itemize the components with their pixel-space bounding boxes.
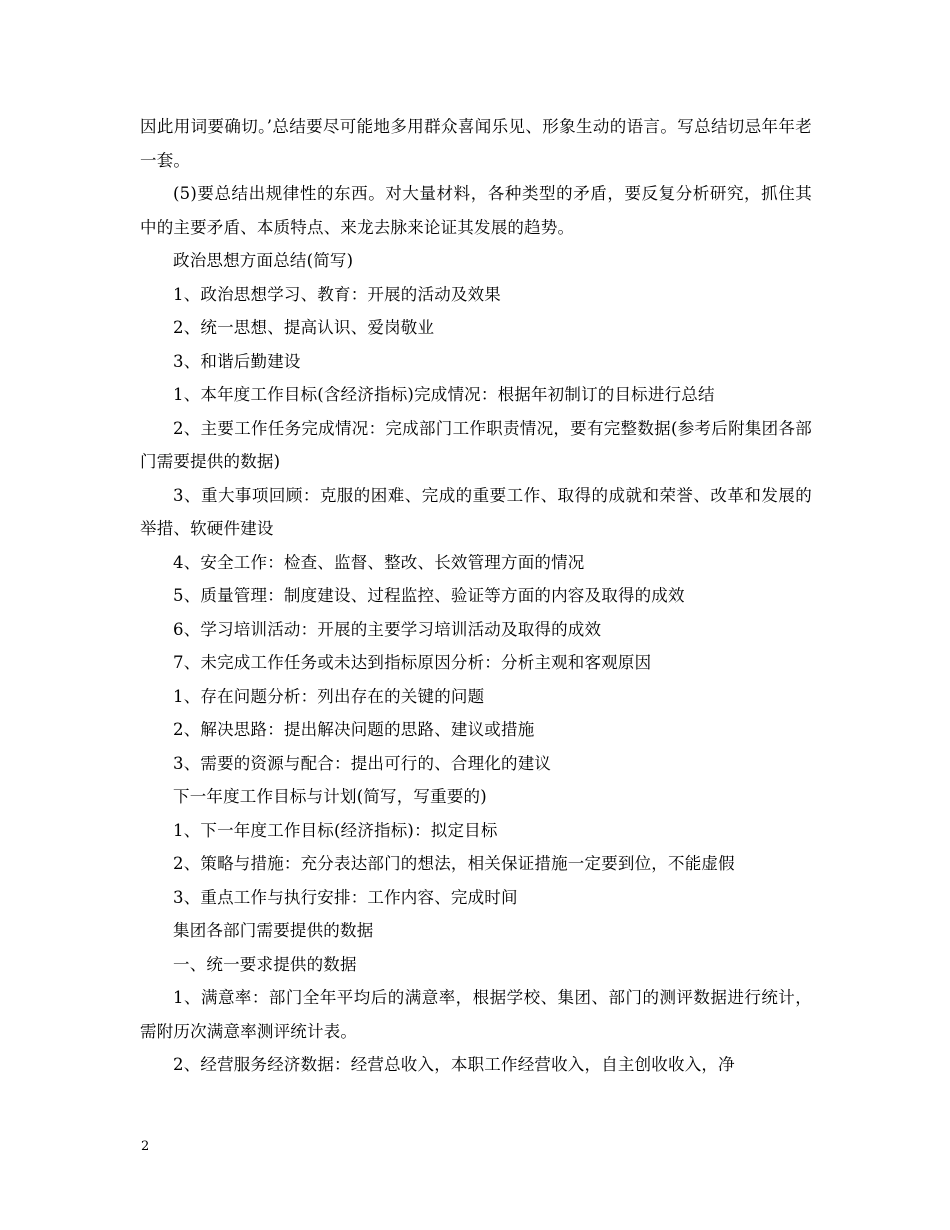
paragraph: 2、经营服务经济数据：经营总收入，本职工作经营收入，自主创收收入，净 (173, 1055, 735, 1074)
paragraph: 1、存在问题分析：列出存在的关键的问题 (173, 686, 485, 706)
paragraph: 2、解决思路：提出解决问题的思路、建议或措施 (173, 720, 535, 739)
paragraph: 2、策略与措施：充分表达部门的想法，相关保证措施一定要到位，不能虚假 (173, 854, 735, 873)
paragraph: 3、需要的资源与配合：提出可行的、合理化的建议 (173, 753, 552, 773)
paragraph: 1、下一年度工作目标(经济指标)：拟定目标 (173, 820, 498, 840)
page-number: 2 (141, 1139, 150, 1154)
paragraph: 2、统一思想、提高认识、爱岗敬业 (173, 318, 435, 337)
paragraph: 1、政治思想学习、教育：开展的活动及效果 (173, 284, 501, 304)
paragraph: 6、学习培训活动：开展的主要学习培训活动及取得的成效 (173, 619, 602, 639)
paragraph: 政治思想方面总结(简写) (173, 251, 354, 270)
paragraph: (5)要总结出规律性的东西。对大量材料，各种类型的矛盾，要反复分析研究，抓住其中的主要矛盾、本质特点、来龙去脉来论证其发展的趋势。 (140, 184, 812, 237)
paragraph: 下一年度工作目标与计划(简写，写重要的) (173, 787, 487, 806)
paragraph: 1、满意率：部门全年平均后的满意率，根据学校、集团、部门的测评数据进行统计，需附历次满意率测评统计表。 (140, 988, 812, 1041)
paragraph: 3、重大事项回顾：克服的困难、完成的重要工作、取得的成就和荣誉、改革和发展的举措、软硬件建设 (140, 485, 812, 538)
document-body (140, 110, 812, 1082)
paragraph: 2、主要工作任务完成情况：完成部门工作职责情况，要有完整数据(参考后附集团各部门需要提供的数据) (140, 418, 812, 471)
paragraph: 4、安全工作：检查、监督、整改、长效管理方面的情况 (173, 552, 585, 572)
paragraph: 1、本年度工作目标(含经济指标)完成情况：根据年初制订的目标进行总结 (173, 385, 715, 404)
paragraph: 一、统一要求提供的数据 (173, 954, 357, 974)
paragraph: 集团各部门需要提供的数据 (173, 921, 374, 940)
paragraph: 因此用词要确切。’总结要尽可能地多用群众喜闻乐见、形象生动的语言。写总结切忌年年老一套。 (140, 117, 812, 170)
paragraph: 3、重点工作与执行安排：工作内容、完成时间 (173, 887, 518, 907)
paragraph: 5、质量管理：制度建设、过程监控、验证等方面的内容及取得的成效 (173, 586, 685, 605)
paragraph: 3、和谐后勤建设 (173, 351, 301, 371)
paragraph: 7、未完成工作任务或未达到指标原因分析：分析主观和客观原因 (173, 653, 652, 672)
